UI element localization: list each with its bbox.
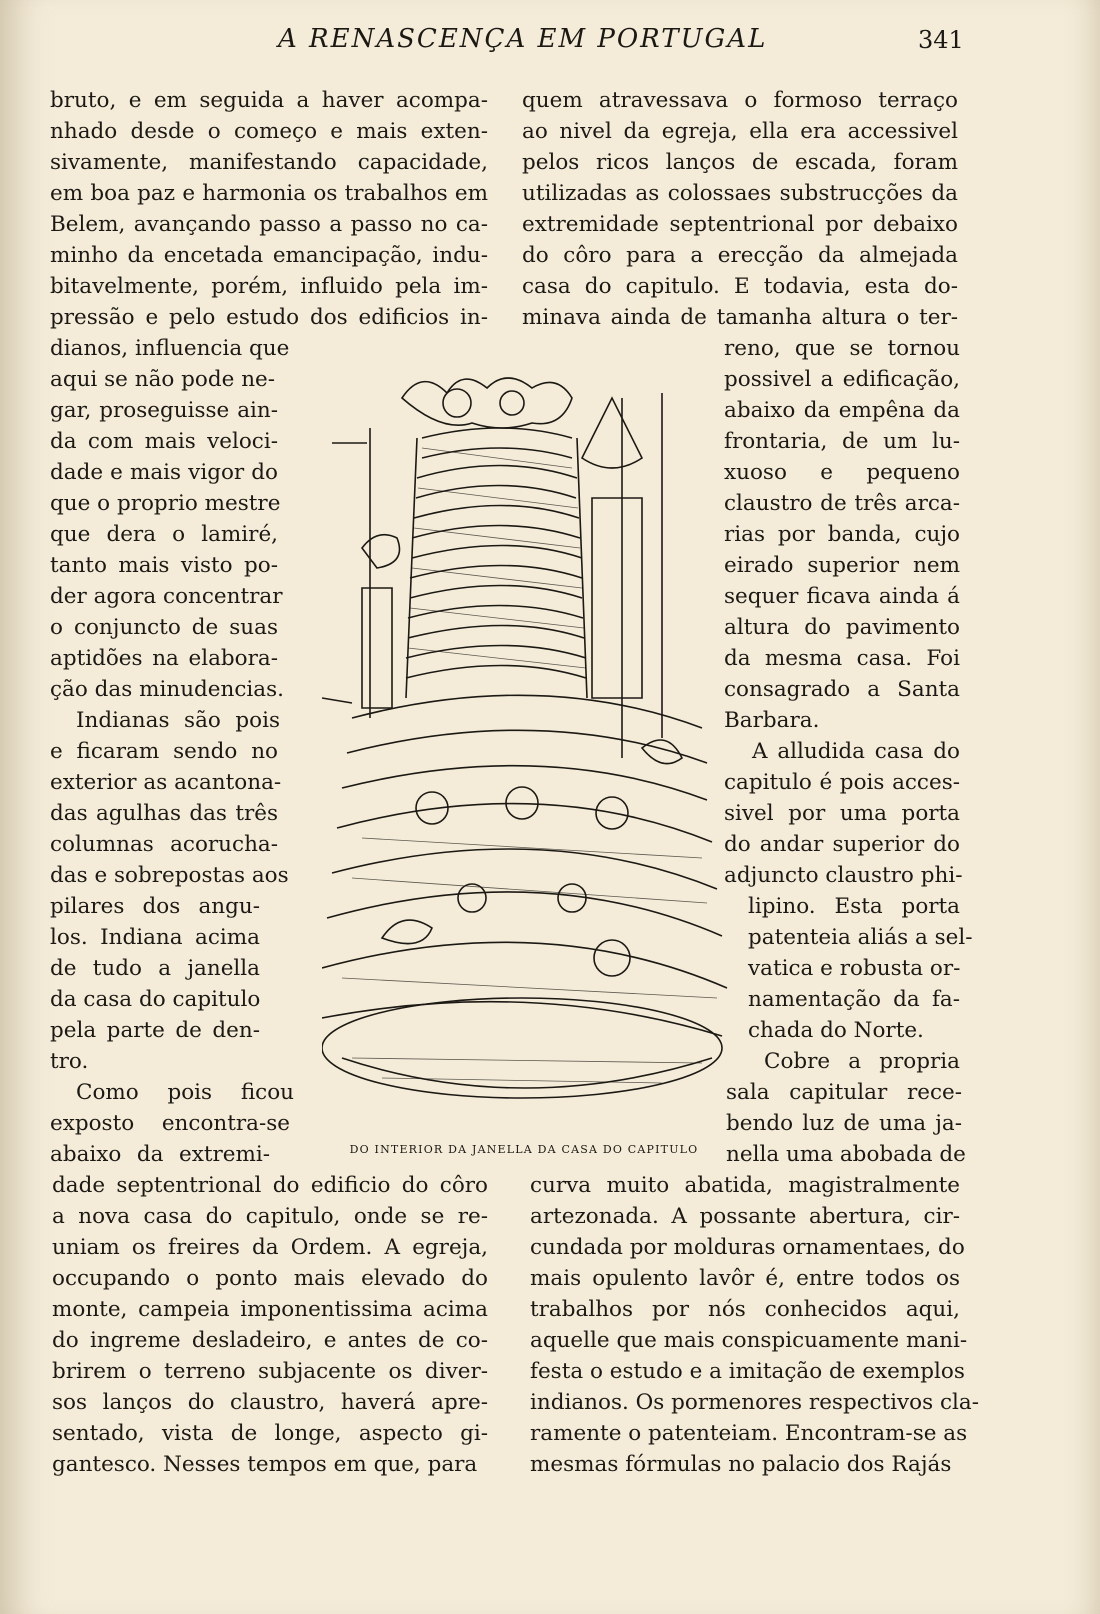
text-line: Como pois ficou [76,1080,294,1105]
text-line: xuoso e pequeno [724,460,960,485]
text-line: abaixo da empêna da [724,398,960,423]
text-line: Indianas são pois [76,708,280,733]
engraving-illustration [322,358,742,1128]
page-number: 341 [918,26,964,54]
text-line: aquelle que mais conspicuamente mani- [530,1328,968,1353]
text-line: consagrado a Santa [724,677,960,702]
text-line: reno, que se tornou [724,336,960,361]
text-line: do ingreme desladeiro, e antes de co- [52,1328,488,1353]
text-line: brirem o terreno subjacente os diver- [52,1359,488,1384]
text-line: bruto, e em seguida a haver acompa- [50,88,488,113]
window-column-engraving [322,358,742,1128]
text-line: artezonada. A possante abertura, cir- [530,1204,960,1229]
text-line: minava ainda de tamanha altura o ter- [522,305,958,330]
text-line: monte, campeia imponentissima acima [52,1297,488,1322]
text-line: mesmas fórmulas no palacio dos Rajás [530,1452,952,1477]
text-line: o conjuncto de suas [50,615,278,640]
text-line: que dera o lamiré, [50,522,278,547]
text-line: uniam os freires da Ordem. A egreja, [52,1235,488,1260]
text-line: columnas acorucha- [50,832,278,857]
text-line: sentado, vista de longe, aspecto gi- [52,1421,488,1446]
text-line: a nova casa do capitulo, onde se re- [52,1204,488,1229]
text-line: das e sobrepostas aos [50,863,289,888]
text-line: ao nivel da egreja, ella era accessivel [522,119,958,144]
text-line: bitavelmente, porém, influido pela im- [50,274,488,299]
text-line: gar, proseguisse ain- [50,398,278,423]
text-line: Belem, avançando passo a passo no ca- [50,212,488,237]
text-line: Barbara. [724,708,820,733]
text-line: minho da encetada emancipação, indu- [50,243,488,268]
text-line: bendo luz de uma ja- [726,1111,962,1136]
text-line: do andar superior do [724,832,960,857]
text-line: sala capitular rece- [726,1080,962,1105]
text-line: capitulo é pois acces- [724,770,960,795]
text-line: occupando o ponto mais elevado do [52,1266,488,1291]
text-line: frontaria, de um lu- [724,429,960,454]
text-line: vatica e robusta or- [748,956,961,981]
text-line: indianos. Os pormenores respectivos cla- [530,1390,979,1415]
text-line: eirado superior nem [724,553,960,578]
text-line: claustro de três arca- [724,491,960,516]
text-line: namentação da fa- [748,987,960,1012]
text-line: dade septentrional do edificio do côro [52,1173,488,1198]
text-line: sivamente, manifestando capacidade, [50,150,488,175]
text-line: nella uma abobada de [726,1142,966,1167]
text-line: da com mais veloci- [50,429,278,454]
text-line: abaixo da extremi- [50,1142,270,1167]
figure-caption: DO INTERIOR DA JANELLA DA CASA DO CAPITULO [349,1143,699,1156]
text-line: das agulhas das três [50,801,278,826]
text-line: possivel a edificação, [724,367,960,392]
page-header [0,20,1100,60]
text-line: pilares dos angu- [50,894,260,919]
text-line: exterior as acantona- [50,770,282,795]
text-line: sos lanços do claustro, haverá apre- [52,1390,488,1415]
text-line: lipino. Esta porta [748,894,960,919]
text-line: utilizadas as colossaes substrucções da [522,181,958,206]
text-line: altura do pavimento [724,615,960,640]
text-line: do côro para a erecção da almejada [522,243,958,268]
text-line: chada do Norte. [748,1018,924,1043]
text-line: aptidões na elabora- [50,646,278,671]
text-line: festa o estudo e a imitação de exemplos [530,1359,965,1384]
text-line: extremidade septentrional por debaixo [522,212,958,237]
text-line: exposto encontra-se [50,1111,290,1136]
text-line: patenteia aliás a sel- [748,925,973,950]
text-line: ramente o patenteiam. Encontram-se as [530,1421,968,1446]
text-line: der agora concentrar [50,584,283,609]
text-line: da mesma casa. Foi [724,646,960,671]
text-line: A alludida casa do [752,739,960,764]
text-line: que o proprio mestre [50,491,281,516]
running-title: A RENASCENÇA EM PORTUGAL [278,24,768,54]
text-line: mais opulento lavôr é, entre todos os [530,1266,960,1291]
text-line: Cobre a propria [764,1049,960,1074]
text-line: sivel por uma porta [724,801,960,826]
text-line: adjuncto claustro phi- [724,863,963,888]
text-line: pela parte de den- [50,1018,260,1043]
text-line: quem atravessava o formoso terraço [522,88,958,113]
text-line: pelos ricos lanços de escada, foram [522,150,958,175]
text-line: sequer ficava ainda á [724,584,960,609]
text-line: dade e mais vigor do [50,460,278,485]
text-line: casa do capitulo. E todavia, esta do- [522,274,958,299]
text-line: de tudo a janella [50,956,260,981]
text-line: nhado desde o começo e mais exten- [50,119,488,144]
text-line: trabalhos por nós conhecidos aqui, [530,1297,960,1322]
text-line: rias por banda, cujo [724,522,960,547]
text-line: los. Indiana acima [50,925,260,950]
text-line: dianos, influencia que [50,336,290,361]
text-line: cundada por molduras ornamentaes, do [530,1235,965,1260]
text-line: pressão e pelo estudo dos edificios in- [50,305,488,330]
text-line: em boa paz e harmonia os trabalhos em [50,181,488,206]
text-line: tro. [50,1049,89,1074]
text-line: tanto mais visto po- [50,553,278,578]
text-line: gantesco. Nesses tempos em que, para [52,1452,478,1477]
text-line: curva muito abatida, magistralmente [530,1173,960,1198]
text-line: da casa do capitulo [50,987,261,1012]
text-line: ção das minudencias. [50,677,284,702]
text-line: aqui se não pode ne- [50,367,276,392]
text-line: e ficaram sendo no [50,739,278,764]
